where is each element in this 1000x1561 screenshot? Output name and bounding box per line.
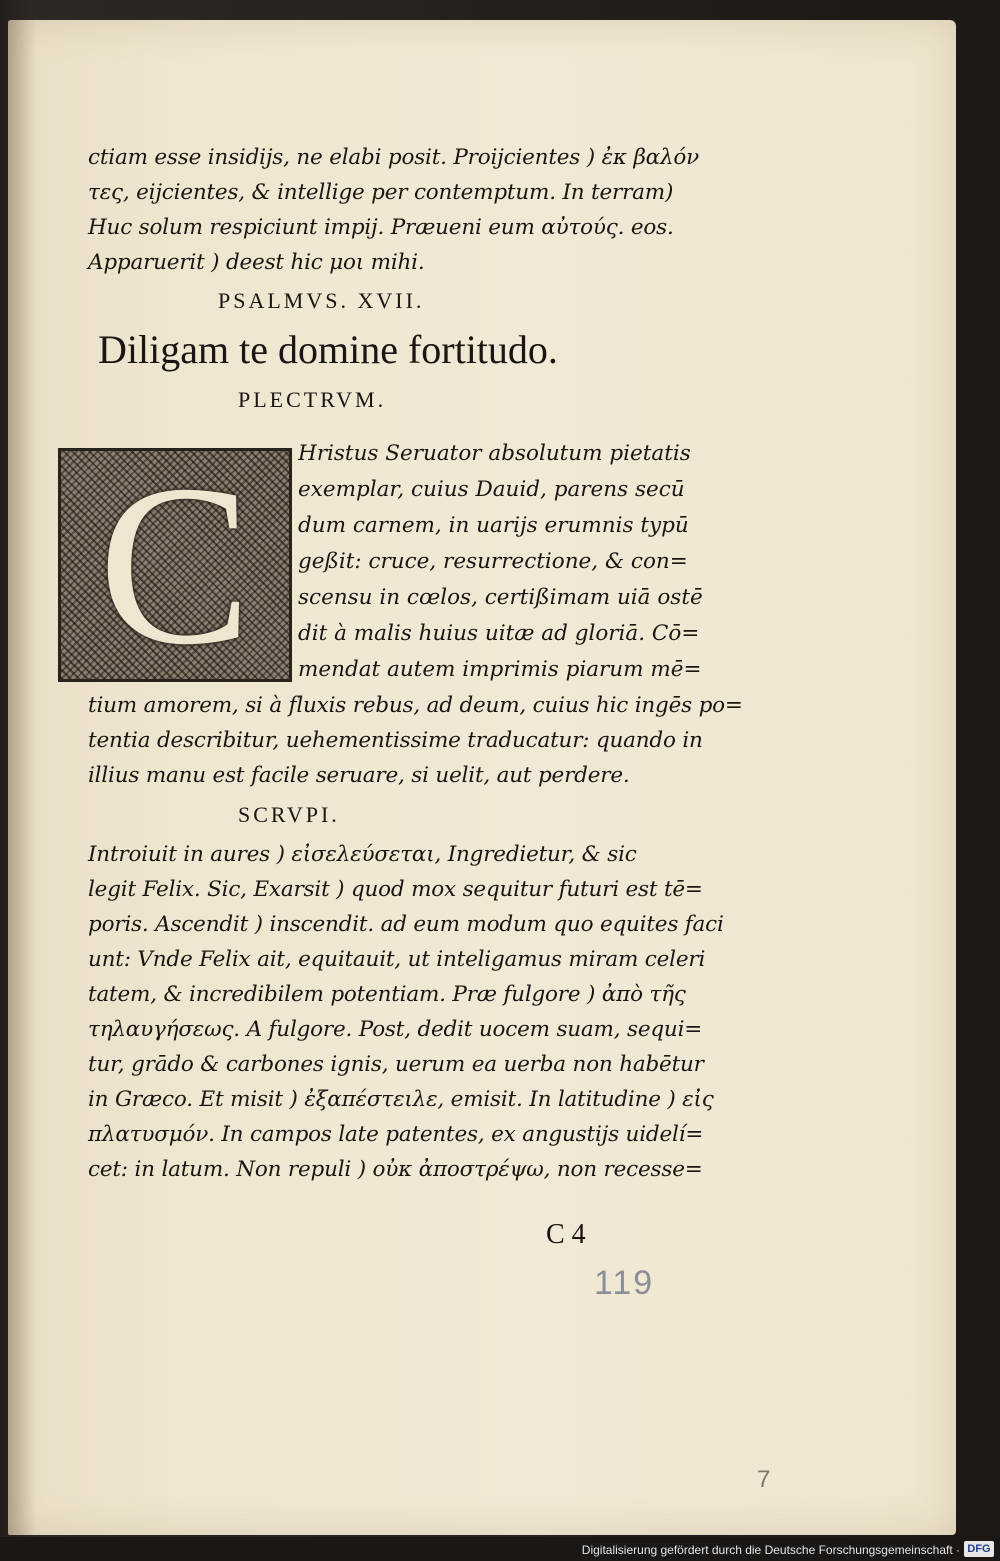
- text-line: exemplar, cuius Dauid, parens secū: [298, 477, 685, 502]
- scrupi-heading: SCRVPI.: [238, 802, 340, 827]
- psalm-title: Diligam te domine fortitudo.: [98, 327, 558, 372]
- text-line: unt: Vnde Felix ait, equitauit, ut inteligamus miram celeri: [88, 947, 706, 972]
- text-line: Hristus Seruator absolutum pietatis: [298, 441, 691, 466]
- text-line: τηλαυγήσεως. A fulgore. Post, dedit uocem suam, sequi=: [88, 1017, 703, 1042]
- text-line: πλατυσμόν. In campos late patentes, ex angustijs uidelí=: [88, 1122, 704, 1147]
- text-line: Apparuerit ) deest hic μοι mihi.: [88, 250, 425, 275]
- corner-pencil-mark: 7: [757, 1466, 771, 1493]
- text-line: Introiuit in aures ) εἰσελεύσεται, Ingredietur, & sic: [88, 842, 637, 867]
- text-line: legit Felix. Sic, Exarsit ) quod mox sequitur futuri est tē=: [88, 877, 703, 902]
- text-line: tur, grādo & carbones ignis, uerum ea uerba non habētur: [88, 1052, 704, 1077]
- decorated-initial: [58, 448, 292, 682]
- text-line: Huc solum respiciunt impij. Præueni eum αὐτούς. eos.: [88, 215, 674, 240]
- plectrum-heading: PLECTRVM.: [238, 387, 387, 412]
- text-block-middle: [88, 688, 743, 1187]
- psalm-heading: PSALMVS. XVII.: [218, 288, 425, 313]
- text-line: ctiam esse insidijs, ne elabi posit. Proijcientes ) ἐκ βαλόν: [88, 145, 700, 170]
- text-line: tium amorem, si à fluxis rebus, ad deum, cuius hic ingēs po=: [88, 693, 743, 718]
- text-line: dit à malis huius uitæ ad gloriā. Cō=: [298, 621, 700, 646]
- text-line: mendat autem imprimis piarum mē=: [298, 657, 702, 682]
- text-line: geßit: cruce, resurrectione, & con=: [298, 549, 688, 574]
- text-line: poris. Ascendit ) inscendit. ad eum modum quo equites faci: [88, 912, 724, 937]
- text-block: [88, 140, 700, 420]
- text-line: in Græco. Et misit ) ἐξαπέστειλε, emisit. In latitudine ) εἰς: [88, 1087, 714, 1112]
- text-line: scensu in cœlos, certißimam uiā ostē: [298, 585, 703, 610]
- text-line: dum carnem, in uarijs erumnis typū: [298, 513, 689, 538]
- dfg-logo-icon: DFG: [964, 1541, 994, 1557]
- pencil-folio-number: 119: [594, 1264, 655, 1302]
- text-line: cet: in latum. Non repuli ) οὐκ ἀποστρέψω, non recesse=: [88, 1157, 703, 1182]
- text-line: illius manu est facile seruare, si uelit, aut perdere.: [88, 763, 630, 788]
- text-line: tatem, & incredibilem potentiam. Præ fulgore ) ἀπὸ τῆς: [88, 982, 686, 1007]
- text-line: τες, eijcientes, & intellige per contemptum. In terram): [88, 180, 674, 205]
- initial-letter: C: [98, 448, 252, 682]
- signature-mark: C 4: [546, 1219, 586, 1250]
- footer-funding-text: Digitalisierung gefördert durch die Deutsche Forschungsgemeinschaft ·: [581, 1543, 960, 1557]
- text-line: tentia describitur, uehementissime traducatur: quando in: [88, 728, 703, 753]
